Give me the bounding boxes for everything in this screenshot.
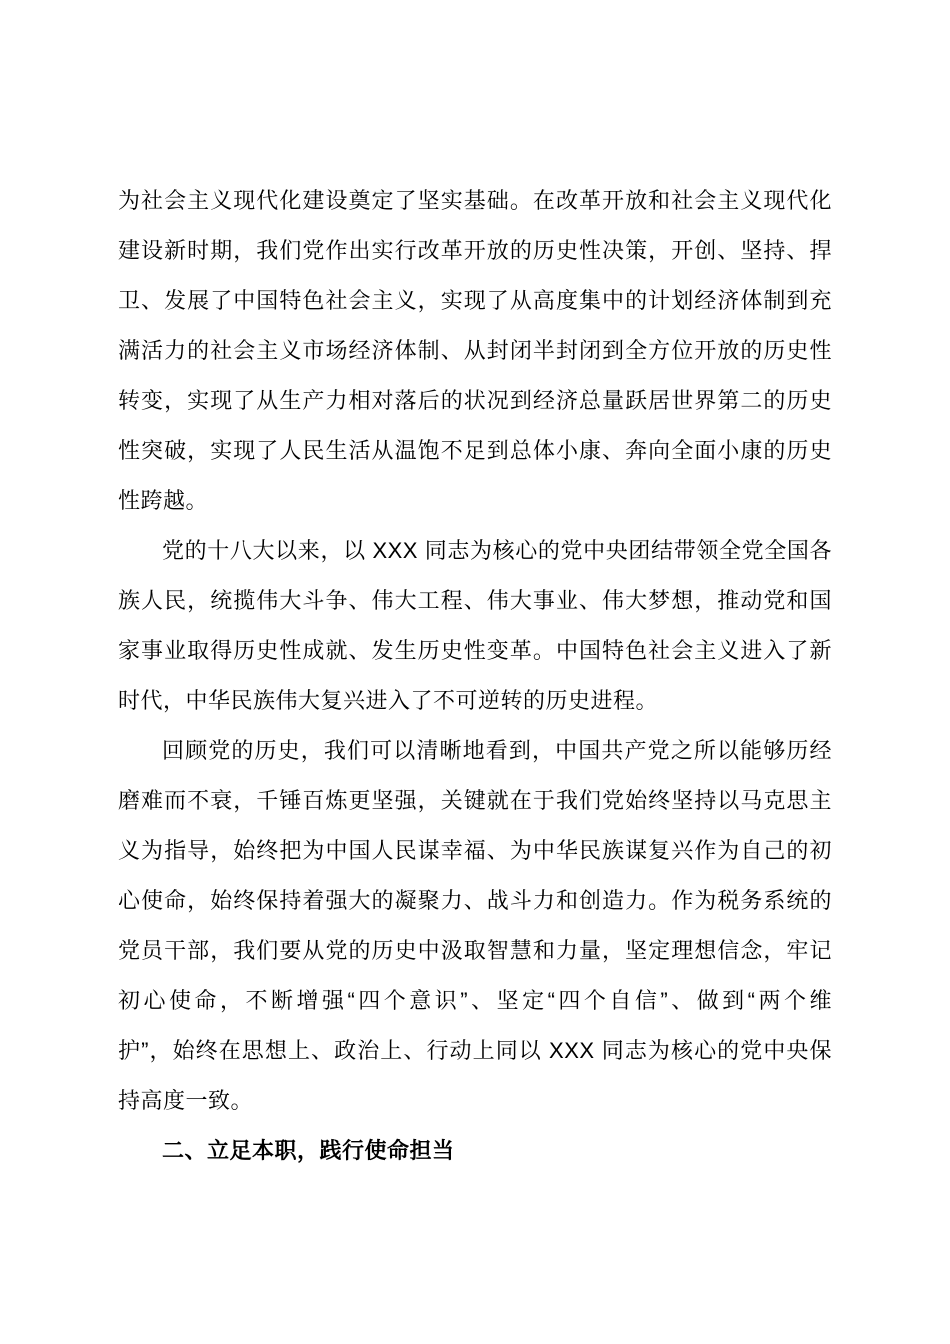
text-line: 转变，实现了从生产力相对落后的状况到经济总量跃居世界第二的历史 [118,388,832,413]
text-line: 磨难而不衰，千锤百炼更坚强，关键就在于我们党始终坚持以马克思主 [118,788,832,813]
paragraph [118,526,832,726]
text-line: 满活力的社会主义市场经济体制、从封闭半封闭到全方位开放的历史性 [118,338,832,363]
text-line: 持高度一致。 [118,1088,254,1113]
text-line: 建设新时期，我们党作出实行改革开放的历史性决策，开创、坚持、捍 [118,238,832,263]
document-body [118,176,832,1176]
text-line: 初心使命，不断增强“四个意识”、坚定“四个自信”、做到“两个维 [118,988,832,1013]
text-line: 时代，中华民族伟大复兴进入了不可逆转的历史进程。 [118,688,659,713]
text-line: 护”，始终在思想上、政治上、行动上同以 XXX 同志为核心的党中央保 [118,1038,832,1063]
text-line: 心使命，始终保持着强大的凝聚力、战斗力和创造力。作为税务系统的 [118,888,832,913]
text-line: 族人民，统揽伟大斗争、伟大工程、伟大事业、伟大梦想，推动党和国 [118,588,832,613]
paragraph [118,176,832,526]
text-line: 为社会主义现代化建设奠定了坚实基础。在改革开放和社会主义现代化 [118,188,832,213]
text-line: 党员干部，我们要从党的历史中汲取智慧和力量，坚定理想信念，牢记 [118,938,832,963]
paragraph [118,726,832,1126]
text-line: 卫、发展了中国特色社会主义，实现了从高度集中的计划经济体制到充 [118,288,832,313]
text-line: 二、立足本职，践行使命担当 [162,1138,455,1163]
text-line: 性跨越。 [118,488,209,513]
text-line: 回顾党的历史，我们可以清晰地看到，中国共产党之所以能够历经 [162,738,832,763]
text-line: 性突破，实现了人民生活从温饱不足到总体小康、奔向全面小康的历史 [118,438,832,463]
text-line: 义为指导，始终把为中国人民谋幸福、为中华民族谋复兴作为自己的初 [118,838,832,863]
text-line: 党的十八大以来，以 XXX 同志为核心的党中央团结带领全党全国各 [162,538,832,563]
text-line: 家事业取得历史性成就、发生历史性变革。中国特色社会主义进入了新 [118,638,832,663]
section-heading [118,1126,832,1176]
